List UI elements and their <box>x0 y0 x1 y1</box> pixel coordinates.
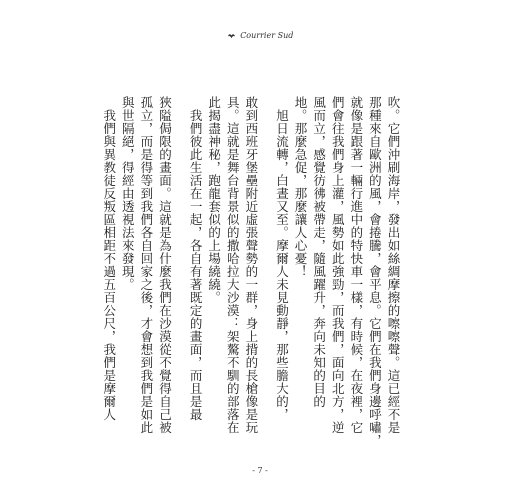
text-column: 孤立，而是得等到我們各自回家之後，才會想到我們是如此 <box>138 96 154 434</box>
text-column: 就像是跟著一輛行進中的特快車一樣，有時候，在夜裡，它 <box>348 96 364 434</box>
text-column: 與世隔絕，得經由透視法來發現。 <box>120 96 136 291</box>
text-column: 我們與異教徒反叛區相距不過五百公尺，我們是摩爾人 <box>101 96 117 421</box>
text-column: 地。那麼急促，那麼讓人心憂！ <box>293 96 309 278</box>
vertical-text-body <box>87 96 402 448</box>
text-column: 敢到西班牙堡壘附近虛張聲勢的一群，身上揹的長槍像是玩 <box>243 96 259 434</box>
header-title: Courrier Sud <box>240 30 294 40</box>
text-column: 此揭盡神秘，跑龍套似的上場繞繞。 <box>206 96 222 304</box>
text-column: 具。這就是舞台背景似的撒哈拉大沙漠：架驁不馴的部落在 <box>225 96 241 434</box>
text-column: 們會往我們身上灌，風勢如此強勁，而我們，面向北方，逆 <box>330 96 346 434</box>
text-column: 我們彼此生活在一起，各自有著既定的畫面，而且是最 <box>188 96 204 421</box>
text-column: 吹。它們沖刷海岸，發出如絲綢摩擦的嚓嚓聲。這已經不是 <box>386 96 401 434</box>
bird-logo-icon <box>227 31 236 40</box>
running-header <box>0 30 520 40</box>
text-column: 旭日流轉，白晝又至。摩爾人未見動靜，那些膽大的， <box>274 96 290 421</box>
text-column: 狹隘侷限的畫面。這就是為什麼我們在沙漠從不覺得自己被 <box>157 96 173 434</box>
text-column: 風而立，感覺彷彿被帶走，隨風躍升，奔向未知的目的 <box>311 96 327 408</box>
page-number: - 7 - <box>252 466 268 475</box>
text-column: 那種來自歐洲的風，會捲騰，會平息。它們在我們身邊呼嘯， <box>367 96 383 447</box>
